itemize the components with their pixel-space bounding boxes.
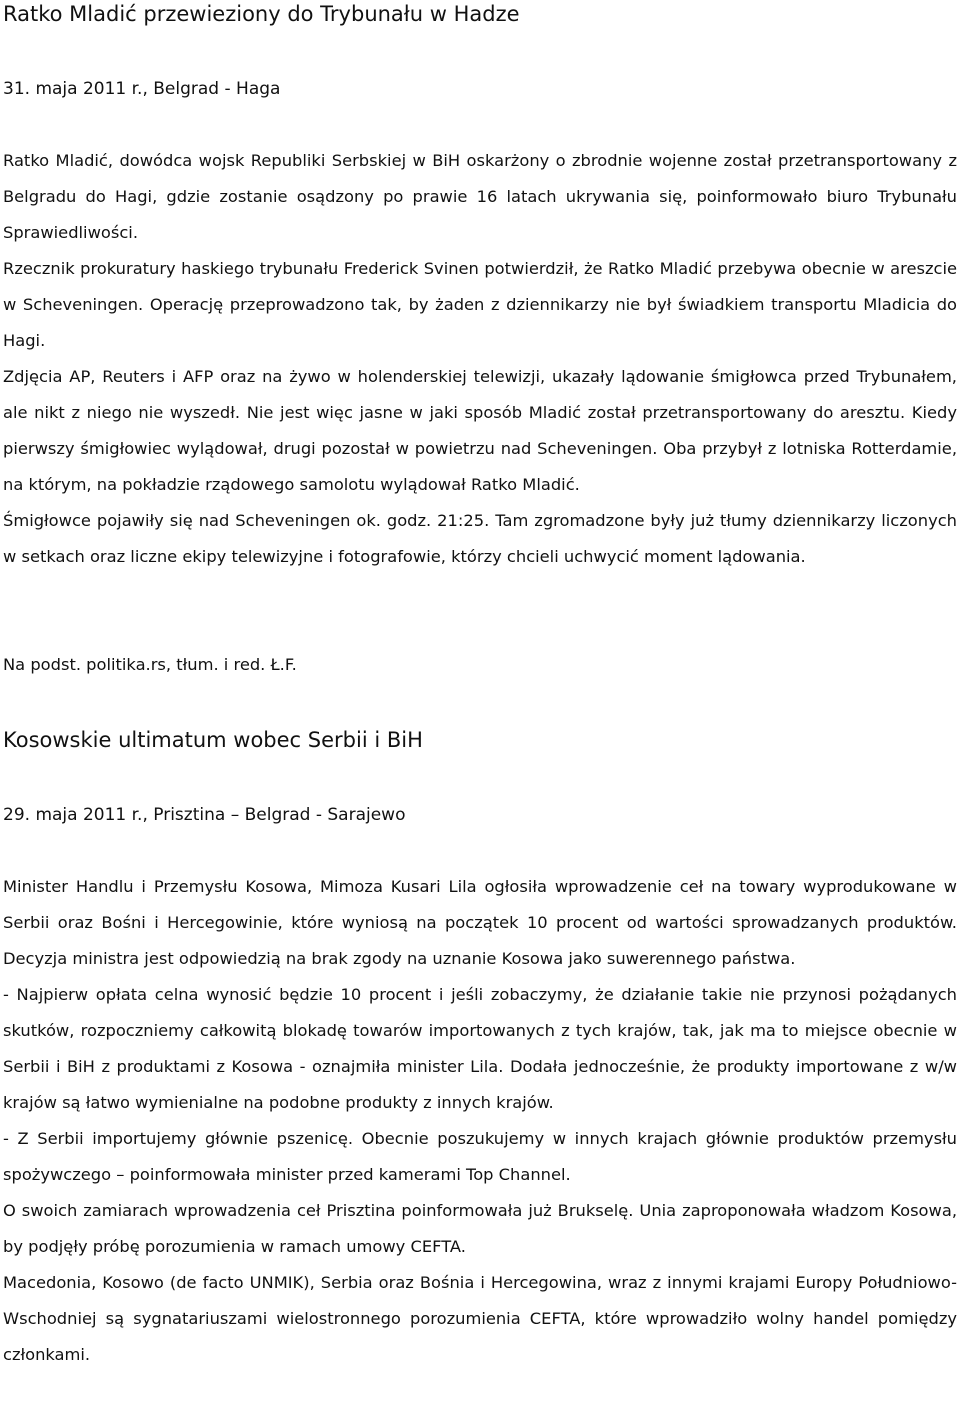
- article-2-body: [3, 869, 957, 1373]
- article-1-body: [3, 143, 957, 575]
- article-1-source: Na podst. politika.rs, tłum. i red. Ł.F.: [3, 655, 297, 674]
- article-1-dateline: 31. maja 2011 r., Belgrad - Haga: [3, 79, 281, 99]
- article-1-paragraph-4: Śmigłowce pojawiły się nad Scheveningen ok. godz. 21:25. Tam zgromadzone były już tłumy dziennikarzy liczonych w setkach oraz liczne ekipy telewizyjne i fotografowie, którzy chcieli uchwycić moment lądowania.: [3, 511, 957, 566]
- article-2-title: Kosowskie ultimatum wobec Serbii i BiH: [3, 728, 423, 752]
- article-2-paragraph-4: O swoich zamiarach wprowadzenia ceł Prisztina poinformowała już Brukselę. Unia zaproponowała władzom Kosowa, by podjęły próbę porozumienia w ramach umowy CEFTA.: [3, 1201, 957, 1256]
- article-1-title: Ratko Mladić przewieziony do Trybunału w Hadze: [3, 2, 520, 26]
- article-2-paragraph-3: - Z Serbii importujemy głównie pszenicę. Obecnie poszukujemy w innych krajach głównie produktów przemysłu spożywczego – poinformowała minister przed kamerami Top Channel.: [3, 1129, 957, 1184]
- article-1-paragraph-3: Zdjęcia AP, Reuters i AFP oraz na żywo w holenderskiej telewizji, ukazały lądowanie śmigłowca przed Trybunałem, ale nikt z niego nie wyszedł. Nie jest więc jasne w jaki sposób Mladić został przetransportowany do aresztu. Kiedy pierwszy śmigłowiec wylądował, drugi pozostał w powietrzu nad Scheveningen. Oba przybył z lotniska Rotterdamie, na którym, na pokładzie rządowego samolotu wylądował Ratko Mladić.: [3, 367, 957, 494]
- article-1-paragraph-1: Ratko Mladić, dowódca wojsk Republiki Serbskiej w BiH oskarżony o zbrodnie wojenne został przetransportowany z Belgradu do Hagi, gdzie zostanie osądzony po prawie 16 latach ukrywania się, poinformowało biuro Trybunału Sprawiedliwości.: [3, 151, 957, 242]
- article-1-paragraph-2: Rzecznik prokuratury haskiego trybunału Frederick Svinen potwierdził, że Ratko Mladić przebywa obecnie w areszcie w Scheveningen. Operację przeprowadzono tak, by żaden z dziennikarzy nie był świadkiem transportu Mladicia do Hagi.: [3, 259, 957, 350]
- article-2-paragraph-2: - Najpierw opłata celna wynosić będzie 10 procent i jeśli zobaczymy, że działanie takie nie przynosi pożądanych skutków, rozpoczniemy całkowitą blokadę towarów importowanych z tych krajów, tak, jak ma to miejsce obecnie w Serbii i BiH z produktami z Kosowa - oznajmiła minister Lila. Dodała jednocześnie, że produkty importowane z w/w krajów są łatwo wymienialne na podobne produkty z innych krajów.: [3, 985, 957, 1112]
- article-2-paragraph-5: Macedonia, Kosowo (de facto UNMIK), Serbia oraz Bośnia i Hercegowina, wraz z innymi krajami Europy Południowo-Wschodniej są sygnatariuszami wielostronnego porozumienia CEFTA, które wprowadziło wolny handel pomiędzy członkami.: [3, 1273, 957, 1364]
- article-2-paragraph-1: Minister Handlu i Przemysłu Kosowa, Mimoza Kusari Lila ogłosiła wprowadzenie ceł na towary wyprodukowane w Serbii oraz Bośni i Hercegowinie, które wyniosą na początek 10 procent od wartości sprowadzanych produktów. Decyzja ministra jest odpowiedzią na brak zgody na uznanie Kosowa jako suwerennego państwa.: [3, 877, 957, 968]
- article-2-dateline: 29. maja 2011 r., Prisztina – Belgrad - Sarajewo: [3, 805, 406, 825]
